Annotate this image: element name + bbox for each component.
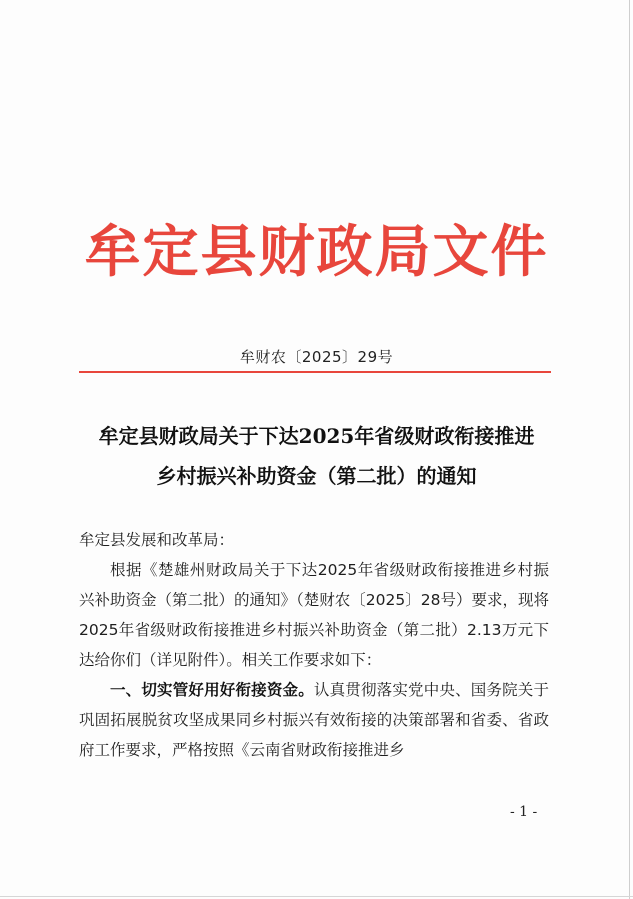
title-line-2: 乡村振兴补助资金（第二批）的通知 — [156, 464, 477, 488]
title-line-1: 牟定县财政局关于下达2025年省级财政衔接推进 — [98, 424, 535, 448]
section-1-heading: 一、切实管好用好衔接资金。 — [110, 681, 314, 699]
document-title — [40, 416, 593, 496]
document-masthead: 牟定县财政局文件 — [84, 219, 549, 285]
section-1-paragraph — [79, 675, 549, 765]
recipient-line: 牟定县发展和改革局： — [79, 531, 235, 549]
page-edge-bottom — [0, 896, 633, 897]
page-number: - 1 - — [510, 804, 538, 820]
document-body — [79, 525, 549, 765]
page-edge-right — [629, 0, 630, 899]
document-number: 牟财农〔2025〕29号 — [239, 348, 394, 366]
red-divider-line — [79, 371, 551, 373]
paragraph-1: 根据《楚雄州财政局关于下达2025年省级财政衔接推进乡村振兴补助资金（第二批）的通知》（楚财农〔2025〕28号）要求，现将2025年省级财政衔接推进乡村振兴补助资金（第二批）2.13万元下达给你们（详见附件）。相关工作要求如下： — [79, 561, 549, 669]
section-1-text: 认真贯彻落实党中央、国务院关于巩固拓展脱贫攻坚成果同乡村振兴有效衔接的决策部署和省委、省政府工作要求，严格按照《云南省财政衔接推进乡 — [79, 681, 549, 759]
